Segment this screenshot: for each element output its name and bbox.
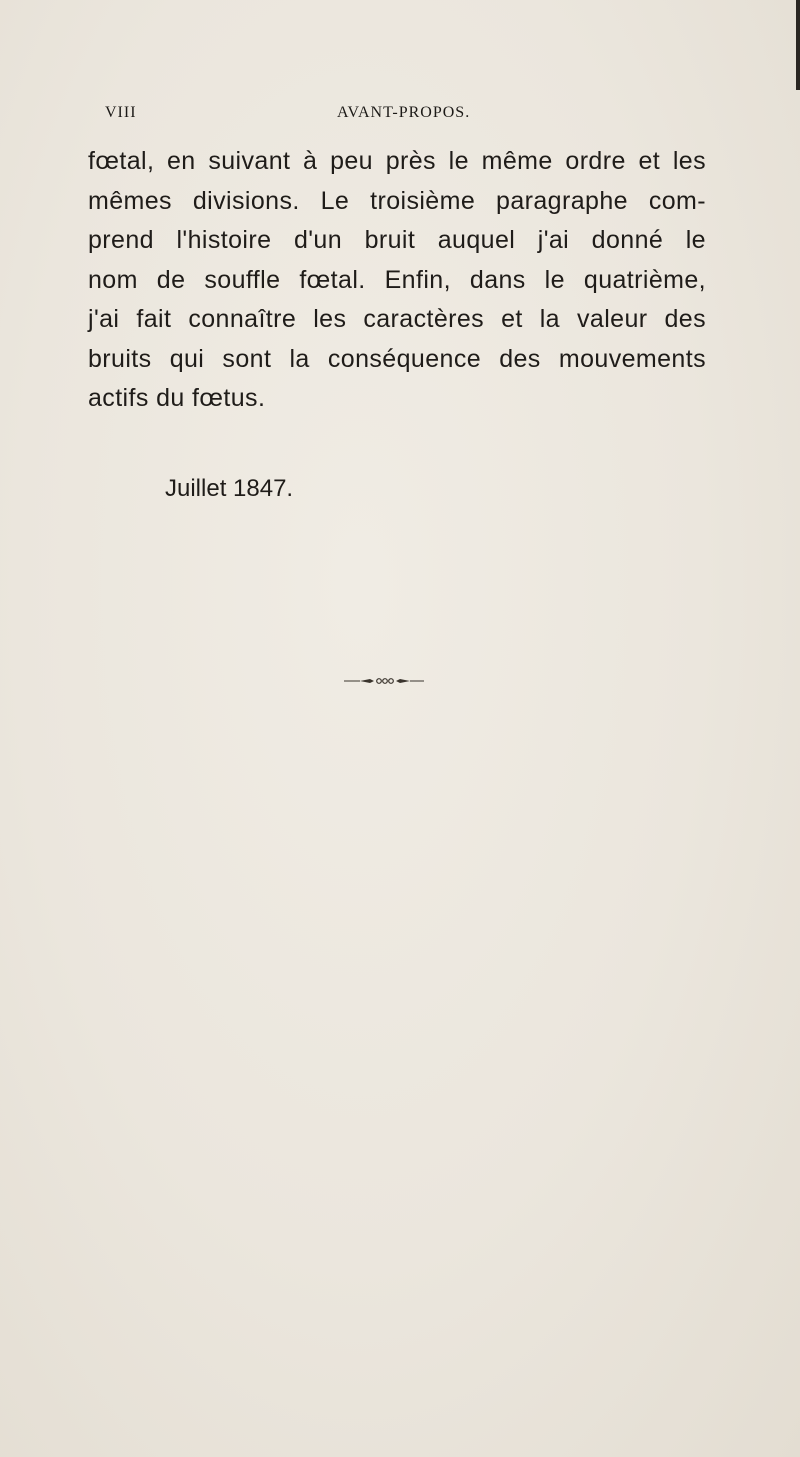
text-line: j'ai fait connaître les caractères et la valeur des	[88, 305, 706, 333]
text-line: actifs du fœtus.	[88, 384, 266, 412]
body-paragraph	[88, 142, 706, 419]
text-line: fœtal, en suivant à peu près le même ordre et les	[88, 147, 706, 175]
ornament-divider-icon	[344, 676, 424, 686]
running-title: AVANT-PROPOS.	[337, 104, 471, 121]
page-edge-shadow	[796, 0, 800, 90]
date-signature: Juillet 1847.	[165, 475, 294, 502]
text-line: mêmes divisions. Le troisième paragraphe com-	[88, 186, 706, 215]
text-line: nom de souffle fœtal. Enfin, dans le quatrième,	[88, 265, 706, 294]
text-line: prend l'histoire d'un bruit auquel j'ai donné le	[88, 226, 706, 254]
running-head	[0, 104, 800, 128]
page-number: VIII	[105, 104, 137, 121]
text-line: bruits qui sont la conséquence des mouvements	[88, 344, 706, 373]
